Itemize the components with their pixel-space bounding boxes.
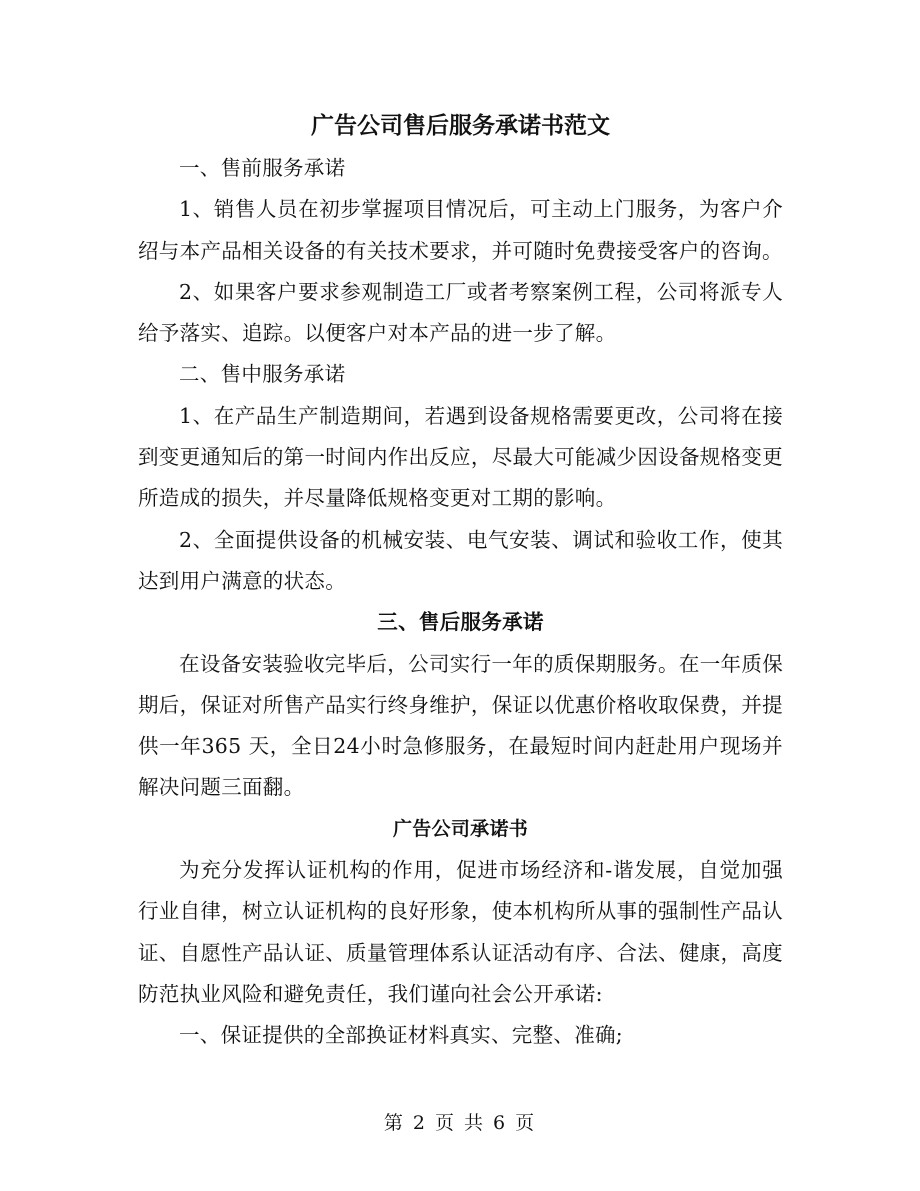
second-title: 广告公司承诺书 — [392, 817, 529, 840]
page-number-footer: 第 2 页 共 6 页 — [383, 1112, 537, 1134]
paragraph: 1、销售人员在初步掌握项目情况后，可主动上门服务，为客户介绍与本产品相关设备的有关技术要求，并可随时免费接受客户的咨询。 — [138, 197, 783, 263]
section-3-heading: 三、售后服务承诺 — [377, 610, 544, 635]
document-body — [138, 104, 783, 1057]
section-2-heading: 二、售中服务承诺 — [179, 362, 346, 387]
paragraph: 为充分发挥认证机构的作用，促进市场经济和-谐发展，自觉加强行业自律，树立认证机构的良好形象，使本机构所从事的强制性产品认证、自愿性产品认证、质量管理体系认证活动有序、合法、健康，高度防范执业风险和避免责任，我们谨向社会公开承诺: — [138, 858, 783, 1006]
paragraph: 在设备安装验收完毕后，公司实行一年的质保期服务。在一年质保期后，保证对所售产品实行终身维护，保证以优惠价格收取保费，并提供一年365 天，全日24小时急修服务，在最短时间内赶赴用户现场并解决问题三面翻。 — [138, 651, 783, 800]
paragraph: 2、如果客户要求参观制造工厂或者考察案例工程，公司将派专人给予落实、追踪。以便客户对本产品的进一步了解。 — [138, 279, 783, 346]
section-1-heading: 一、售前服务承诺 — [179, 156, 346, 180]
paragraph: 2、全面提供设备的机械安装、电气安装、调试和验收工作，使其达到用户满意的状态。 — [138, 527, 783, 593]
document-title: 广告公司售后服务承诺书范文 — [311, 112, 610, 139]
paragraph: 一、保证提供的全部换证材料真实、完整、准确; — [179, 1023, 624, 1048]
paragraph: 1、在产品生产制造期间，若遇到设备规格需要更改，公司将在接到变更通知后的第一时间内作出反应，尽最大可能减少因设备规格变更所造成的损失，并尽量降低规格变更对工期的影响。 — [138, 403, 783, 511]
